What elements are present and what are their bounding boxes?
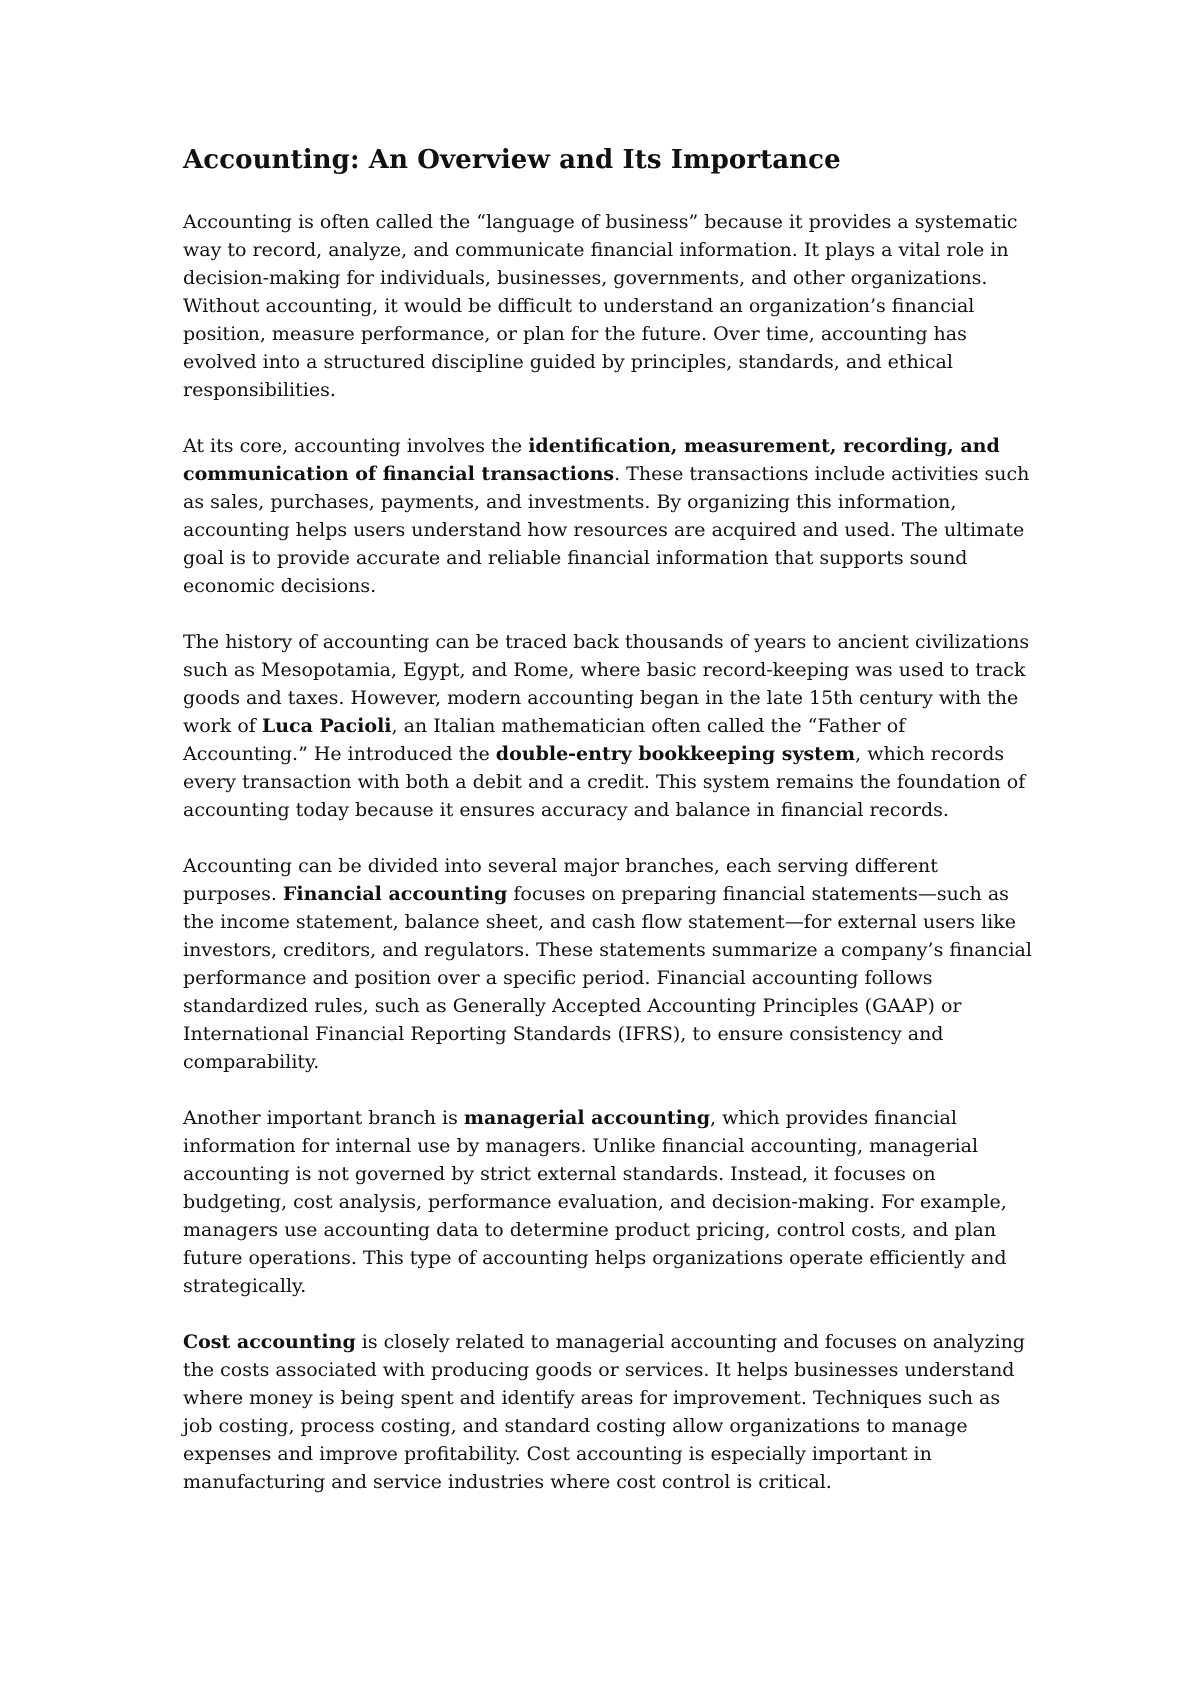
paragraph-core-definition [183,432,1033,600]
text-run: focuses on preparing financial statements—such as the income statement, balance sheet, and cash flow statement—for external users like investors, creditors, and regulators. These statements summarize a company’s financial performance and position over a specific period. Financial accounting follows standardized rules, such as Generally Accepted Accounting Principles (GAAP) or International Financial Reporting Standards (IFRS), to ensure consistency and comparability. [183,883,1032,1073]
text-run: , an Italian mathematician often called the “Father of Accounting.” He introduced the [183,715,906,765]
text-run: Another important branch is [183,1107,464,1129]
paragraph-financial-accounting [183,852,1033,1076]
bold-text-run: managerial accounting [463,1107,711,1129]
paragraph-history [183,628,1033,824]
bold-text-run: Luca Pacioli [261,715,392,737]
text-run: is closely related to managerial accounting and focuses on analyzing the costs associated with producing goods or services. It helps businesses understand where money is being spent and identify areas for improvement. Techniques such as job costing, process costing, and standard costing allow organizations to manage expenses and improve profitability. Cost accounting is especially important in manufacturing and service industries where cost control is critical. [183,1331,1025,1493]
bold-text-run: double-entry bookkeeping system [495,743,856,765]
bold-text-run: Financial accounting [282,883,508,905]
text-run: Accounting is often called the “language of business” because it provides a systematic way to record, analyze, and communicate financial information. It plays a vital role in decision-making for individuals, businesses, governments, and other organizations. Without accounting, it would be difficult to understand an organization’s financial position, measure performance, or plan for the future. Over time, accounting has evolved into a structured discipline guided by principles, standards, and ethical responsibilities. [183,211,1018,401]
text-run: . These transactions include activities such as sales, purchases, payments, and investments. By organizing this information, accounting helps users understand how resources are acquired and used. The ultimate goal is to provide accurate and reliable financial information that supports sound economic decisions. [183,463,1030,597]
bold-text-run: identification, measurement, recording, and communication of financial transactions [183,435,1000,485]
paragraph-cost-accounting [183,1328,1033,1496]
text-run: The history of accounting can be traced back thousands of years to ancient civilizations such as Mesopotamia, Egypt, and Rome, where basic record-keeping was used to track goods and taxes. However, modern accounting began in the late 15th century with the work of [183,631,1030,737]
document-title: Accounting: An Overview and Its Importance [183,145,841,175]
text-run: , which provides financial information for internal use by managers. Unlike financial accounting, managerial accounting is not governed by strict external standards. Instead, it focuses on budgeting, cost analysis, performance evaluation, and decision-making. For example, managers use accounting data to determine product pricing, control costs, and plan future operations. This type of accounting helps organizations operate efficiently and strategically. [183,1107,1007,1297]
bold-text-run: Cost accounting [183,1331,356,1353]
text-run: At its core, accounting involves the [183,435,529,457]
text-run: Accounting can be divided into several major branches, each serving different purposes. [183,855,938,905]
document-body [183,142,1033,1524]
paragraph-introduction [183,208,1033,404]
paragraph-managerial-accounting [183,1104,1033,1300]
text-run: , which records every transaction with both a debit and a credit. This system remains the foundation of accounting today because it ensures accuracy and balance in financial records. [183,743,1026,821]
